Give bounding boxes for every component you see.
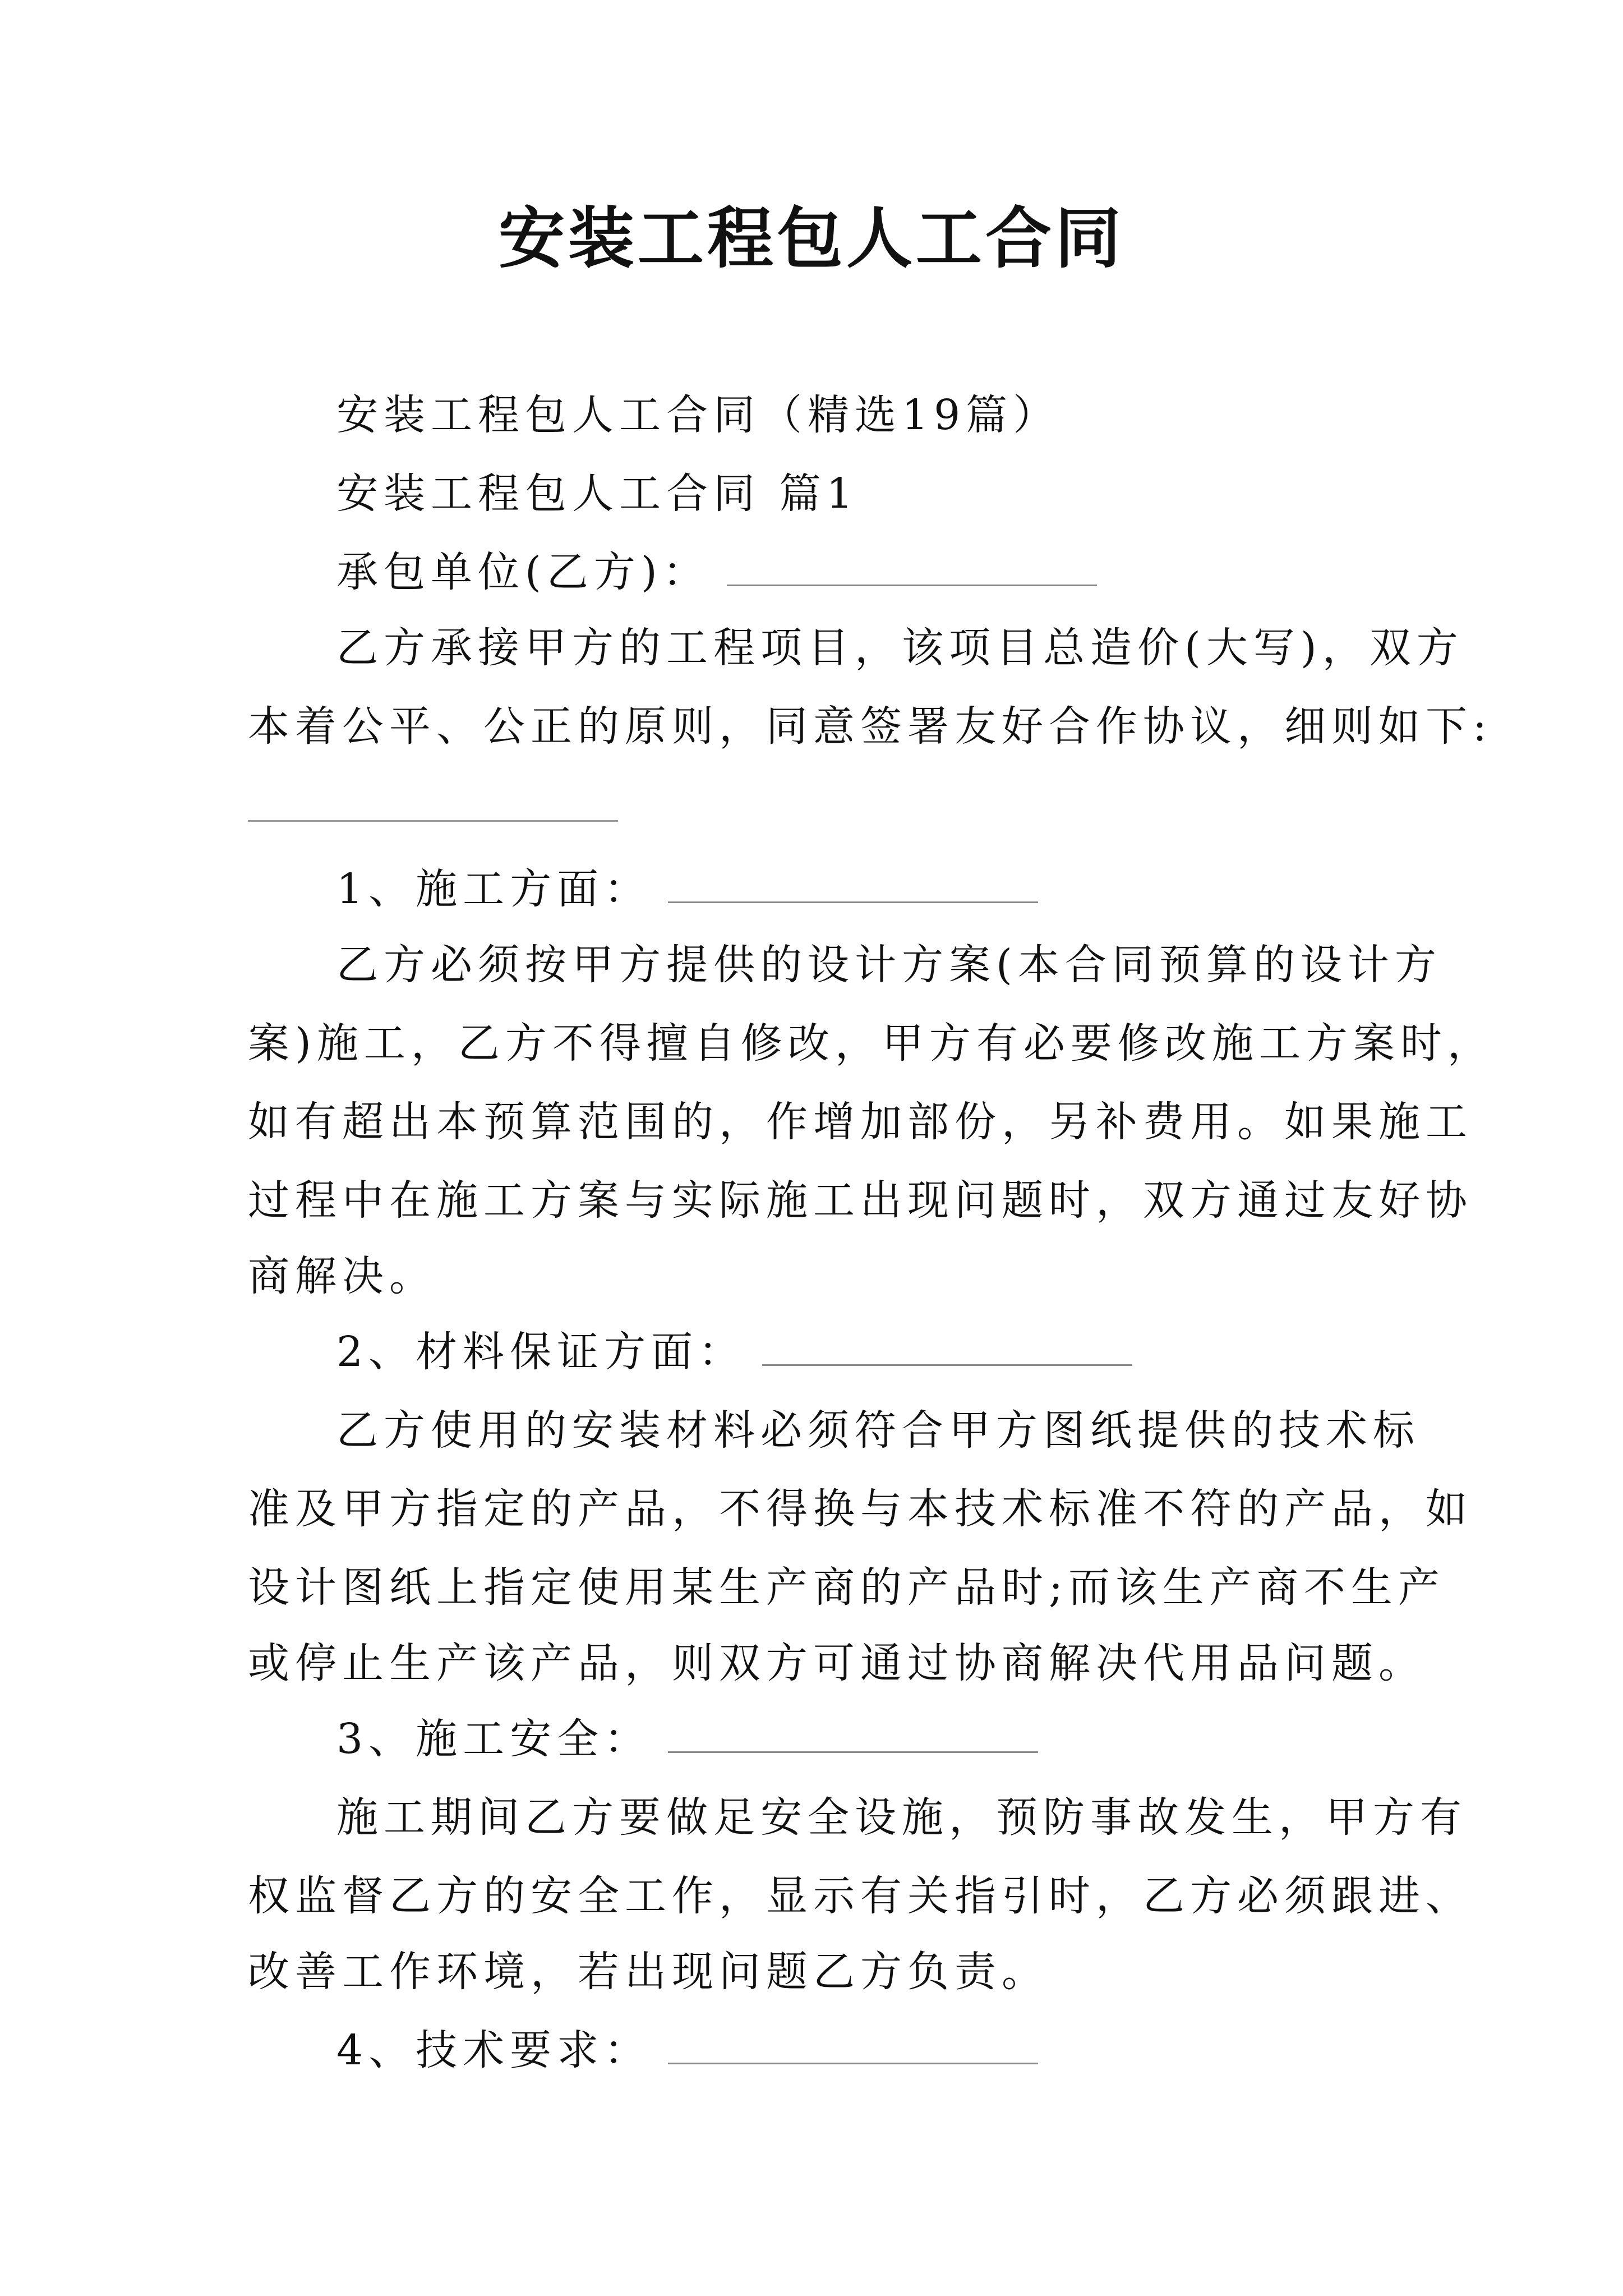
item1-line-1: 乙方必须按甲方提供的设计方案(本合同预算的设计方 — [336, 941, 1442, 989]
item4-heading: 4、技术要求： — [336, 2026, 652, 2074]
item2-line-2: 准及甲方指定的产品，不得换与本技术标准不符的产品，如 — [248, 1485, 1473, 1533]
item2-heading: 2、材料保证方面： — [336, 1328, 746, 1376]
item3-line-1: 施工期间乙方要做足安全设施，预防事故发生，甲方有 — [336, 1793, 1467, 1842]
contractor-label: 承包单位(乙方)： — [336, 548, 710, 596]
item1-blank — [668, 899, 1038, 903]
item2-line-4: 或停止生产该产品，则双方可通过协商解决代用品问题。 — [248, 1639, 1426, 1687]
item1-line-2: 案)施工，乙方不得擅自修改，甲方有必要修改施工方案时， — [248, 1019, 1495, 1068]
blank-separator — [248, 820, 618, 822]
subtitle: 安装工程包人工合同（精选19篇） — [336, 391, 1061, 439]
contractor-field — [336, 544, 1486, 600]
item2-line-1: 乙方使用的安装材料必须符合甲方图纸提供的技术标 — [336, 1406, 1420, 1455]
item3-line-3: 改善工作环境，若出现问题乙方负责。 — [248, 1948, 1049, 1996]
item2-heading-row — [336, 1324, 1486, 1380]
item3-heading: 3、施工安全： — [336, 1715, 652, 1763]
document-title: 安装工程包人工合同 — [498, 199, 1124, 277]
item1-heading-row — [336, 861, 1486, 917]
section-heading: 安装工程包人工合同 篇1 — [336, 470, 859, 518]
intro-line-2: 本着公平、公正的原则，同意签署友好合作协议，细则如下: — [248, 702, 1492, 751]
item3-blank — [668, 1749, 1038, 1753]
item3-line-2: 权监督乙方的安全工作，显示有关指引时，乙方必须跟进、 — [248, 1872, 1473, 1920]
item2-line-3: 设计图纸上指定使用某生产商的产品时;而该生产商不生产 — [248, 1563, 1445, 1612]
item1-heading: 1、施工方面： — [336, 865, 652, 913]
contractor-blank — [727, 582, 1097, 586]
item3-heading-row — [336, 1711, 1486, 1767]
item1-line-5: 商解决。 — [248, 1252, 436, 1300]
intro-line-1: 乙方承接甲方的工程项目，该项目总造价(大写)，双方 — [336, 624, 1464, 672]
item1-line-3: 如有超出本预算范围的，作增加部份，另补费用。如果施工 — [248, 1098, 1473, 1146]
item4-heading-row — [336, 2022, 1486, 2078]
item4-blank — [668, 2060, 1038, 2064]
item2-blank — [762, 1362, 1132, 1366]
item1-line-4: 过程中在施工方案与实际施工出现问题时，双方通过友好协 — [248, 1176, 1473, 1225]
